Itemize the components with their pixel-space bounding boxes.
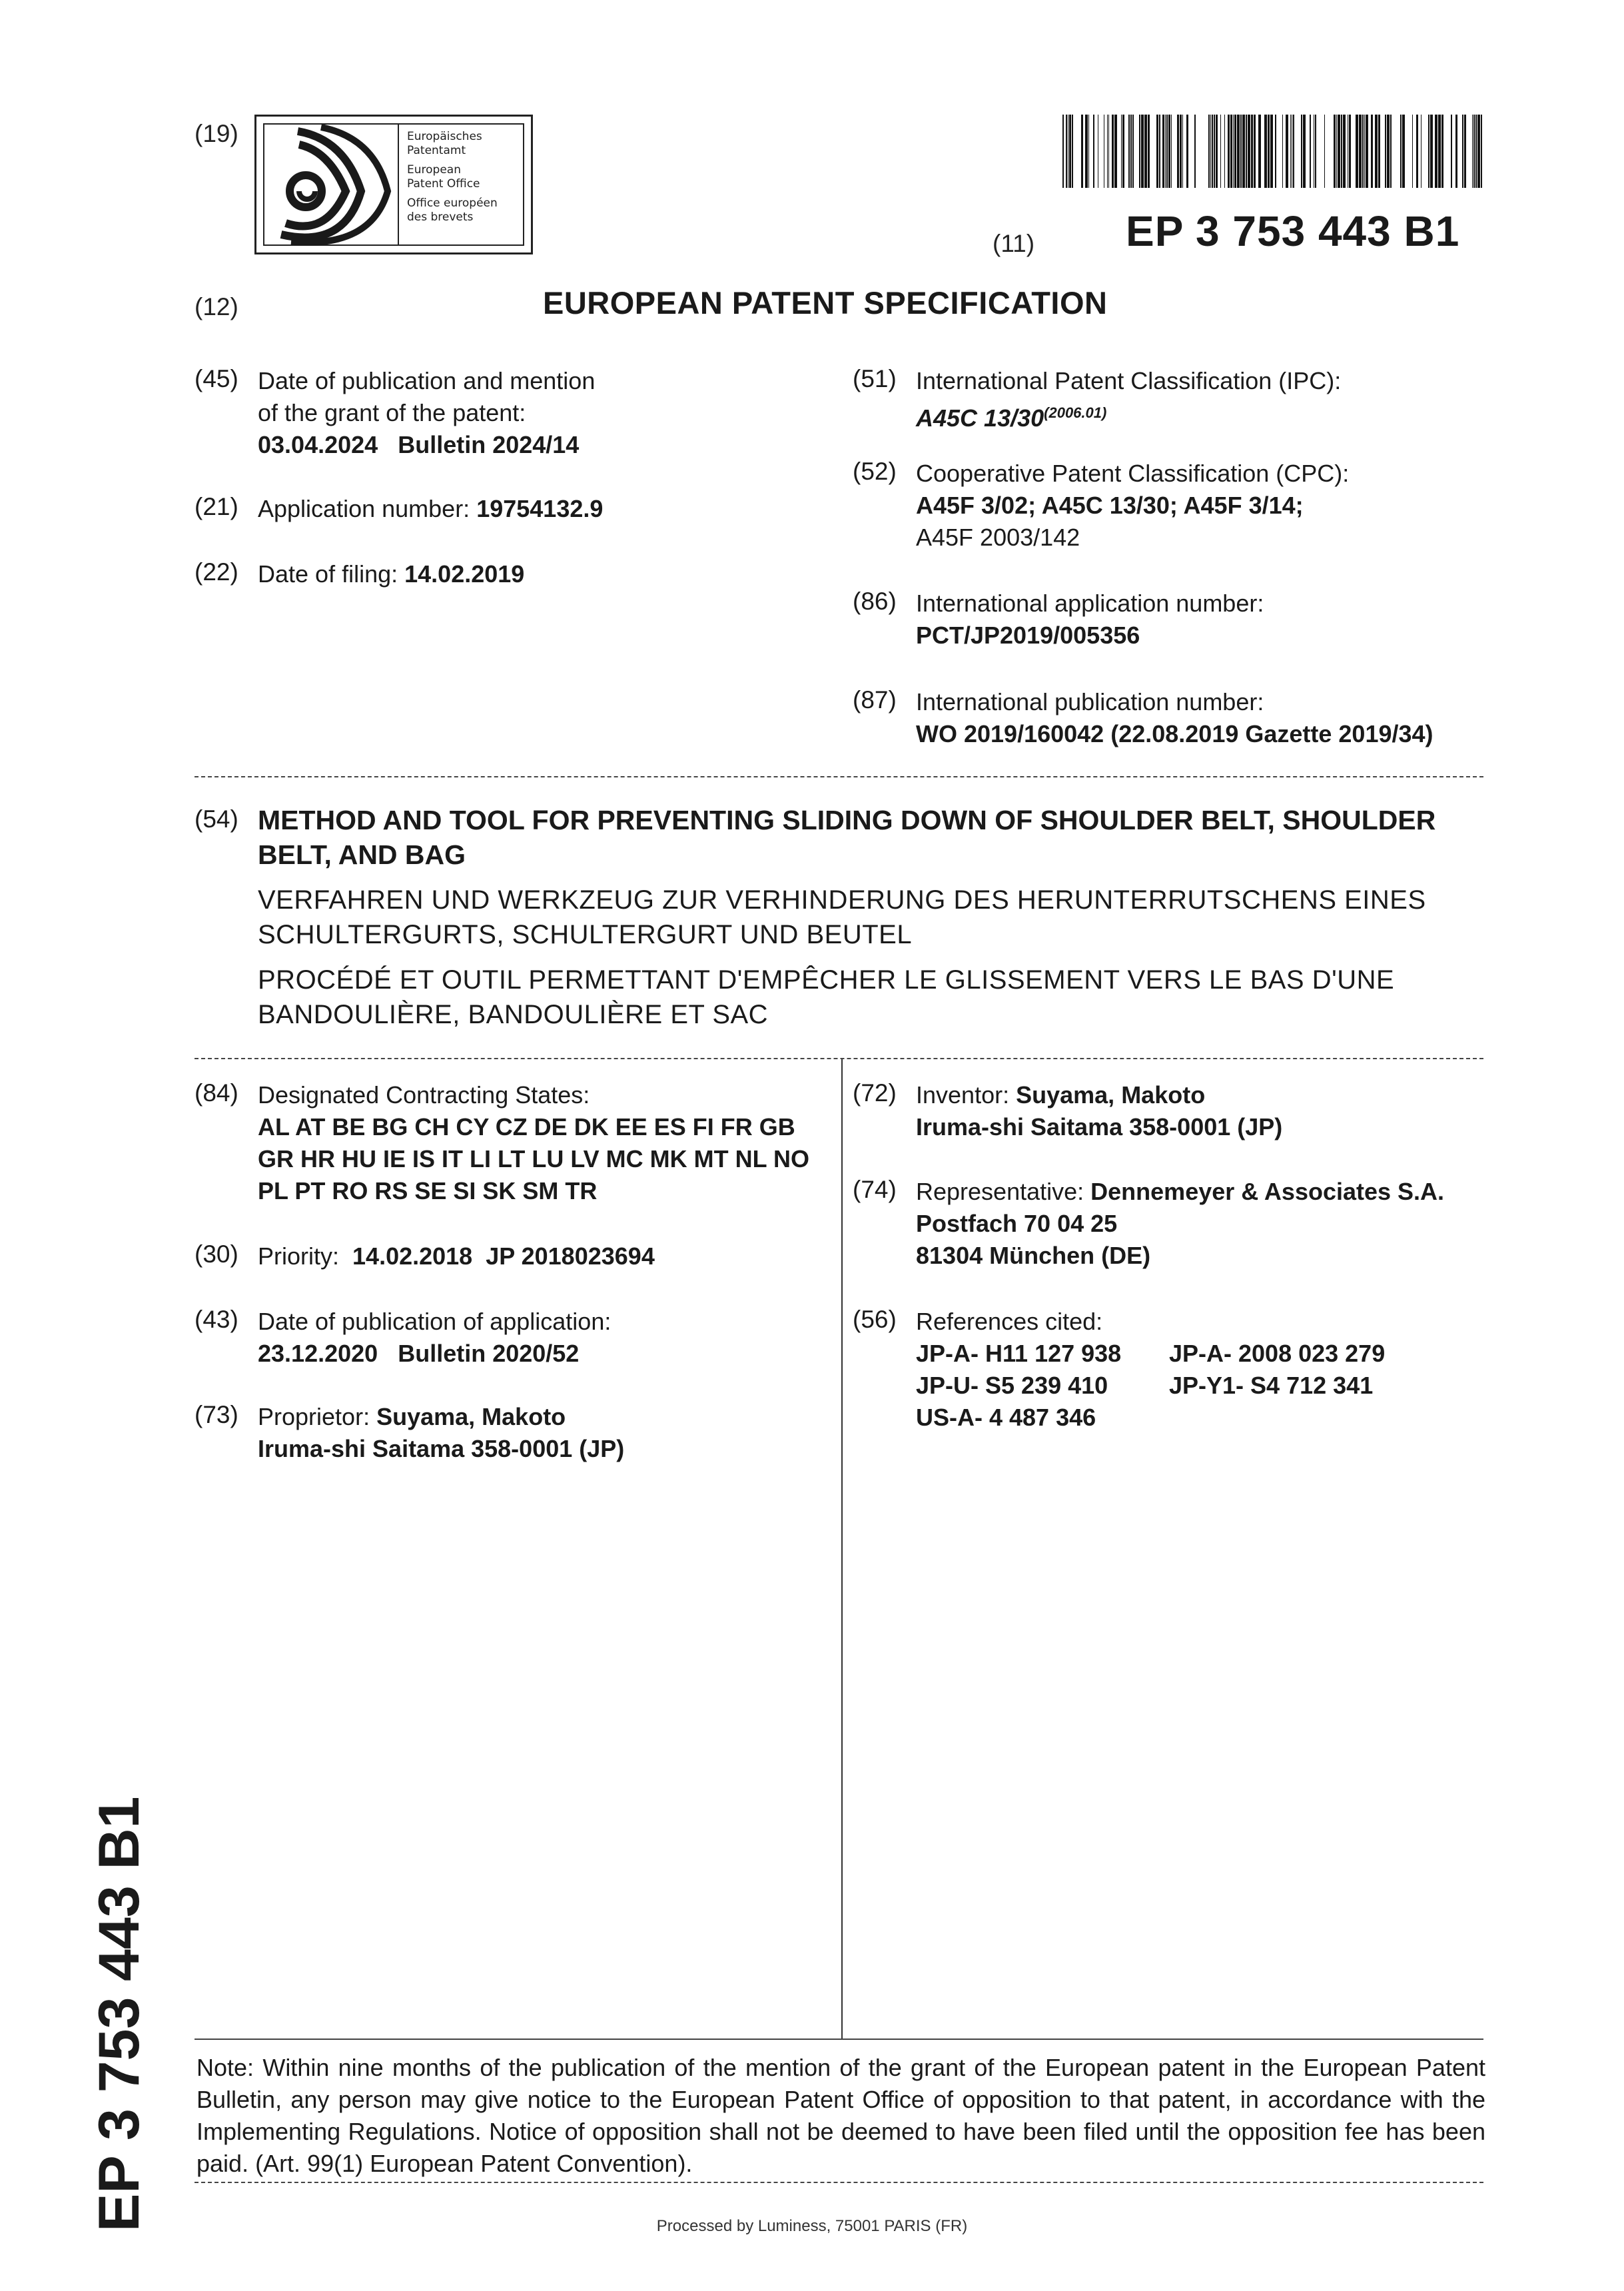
barcode-bar [1246, 115, 1247, 188]
epo-logo [254, 115, 533, 254]
barcode-bar [1108, 115, 1109, 188]
barcode-bar [1402, 115, 1405, 188]
barcode-bar [1069, 115, 1071, 188]
barcode-bar [1315, 115, 1316, 188]
code-12: (12) [195, 293, 238, 320]
ep-number: EP 3 753 443 B1 [1126, 207, 1460, 255]
barcode-bar [1093, 115, 1094, 188]
barcode-bar [1208, 115, 1210, 188]
barcode-bar [1088, 115, 1089, 188]
barcode-bar [1186, 115, 1188, 188]
barcode-bar [1122, 115, 1124, 188]
barcode-bar [1220, 115, 1221, 188]
barcode-bar [1062, 115, 1064, 188]
barcode-bar [1412, 115, 1413, 188]
barcode-bar [1481, 115, 1482, 188]
barcode-bar [1324, 115, 1325, 188]
barcode-bar [1182, 115, 1183, 188]
divider-4 [195, 2182, 1483, 2183]
barcode-bar [1428, 115, 1429, 188]
reference: US-A- 4 487 346 [916, 1404, 1096, 1431]
barcode-bar [1430, 115, 1433, 188]
barcode-bar [1130, 115, 1132, 188]
barcode-bar [1132, 115, 1134, 188]
barcode-bar [1282, 115, 1283, 188]
barcode-bar [1107, 115, 1108, 188]
barcode-bar [1455, 115, 1457, 188]
barcode-bar [1112, 115, 1114, 188]
barcode-bar [1400, 115, 1402, 188]
reference: JP-Y1- S4 712 341 [1169, 1372, 1374, 1399]
barcode-bar [1166, 115, 1168, 188]
barcode-bar [1378, 115, 1380, 188]
barcode-bar [1270, 115, 1273, 188]
footer-processed-by: Processed by Luminess, 75001 PARIS (FR) [656, 2217, 968, 2235]
barcode-bar [1286, 115, 1288, 188]
barcode-bar [1438, 115, 1441, 188]
barcode-bar [1341, 115, 1342, 188]
barcode-bar [1240, 115, 1242, 188]
divider-3 [195, 2039, 1483, 2040]
barcode-bar [1336, 115, 1337, 188]
barcode-bar [1072, 115, 1073, 188]
barcode-bar [1464, 115, 1466, 188]
barcode-bar [1139, 115, 1140, 188]
barcode-bar [1472, 115, 1473, 188]
barcode-bar [1237, 115, 1240, 188]
barcode-bar [1359, 115, 1362, 188]
barcode-bar [1258, 115, 1261, 188]
barcode-bar [1180, 115, 1182, 188]
barcode-bar [1233, 115, 1234, 188]
barcode-bar [1085, 115, 1088, 188]
code-19: (19) [195, 120, 238, 147]
barcode-bar [1216, 115, 1218, 188]
barcode-bar [1114, 115, 1117, 188]
barcode-bar [1242, 115, 1245, 188]
barcode-bar [1416, 115, 1418, 188]
barcode-bar [1303, 115, 1306, 188]
barcode-bar [1301, 115, 1302, 188]
barcode-bar [1387, 115, 1390, 188]
reference: JP-U- S5 239 410 [916, 1372, 1108, 1399]
barcode-bar [1081, 115, 1083, 188]
barcode-bar [1371, 115, 1373, 188]
barcode-bar [1275, 115, 1276, 188]
barcode-bar [1473, 115, 1475, 188]
divider-1 [195, 776, 1483, 777]
barcode-bar [1171, 115, 1172, 188]
barcode-bar [1293, 115, 1294, 188]
barcode-bar [1264, 115, 1267, 188]
reference: JP-A- 2008 023 279 [1169, 1340, 1386, 1367]
barcode-bar [1168, 115, 1170, 188]
column-divider [841, 1059, 843, 2039]
opposition-note: Note: Within nine months of the publication of the mention of the grant of the European patent in the European Patent Bulletin, any person may give notice to the European Patent Office of opposition to that patent, in accordance with the Implementing Regulations. Notice of opposition shall not be deemed to have been filed until the opposition fee has been paid. (Art. 99(1) European Patent Convention). [197, 2054, 1485, 2177]
barcode-bar [1477, 115, 1480, 188]
barcode-bar [1290, 115, 1291, 188]
barcode-bar [1230, 115, 1232, 188]
barcode-bar [1128, 115, 1130, 188]
barcode-bar [1310, 115, 1311, 188]
barcode-bar [1148, 115, 1150, 188]
barcode-bar [1268, 115, 1270, 188]
barcode-bar [1441, 115, 1443, 188]
references-list: References cited: JP-A- H11 127 938 JP-A- 2008 023 279 JP-U- S5 239 410 JP-Y1- S4 712 341 US-A- 4 487 346 [916, 1308, 1386, 1431]
epo-office-names: Europäisches Patentamt European Patent Office Office européen des brevets [407, 130, 498, 224]
code-11: (11) [993, 230, 1035, 257]
barcode-bar [1177, 115, 1179, 188]
barcode-bar [1338, 115, 1340, 188]
barcode-bar [1159, 115, 1160, 188]
barcode-bar [1349, 115, 1351, 188]
barcode-bar [1356, 115, 1358, 188]
barcode-bar [1451, 115, 1452, 188]
barcode-bar [1366, 115, 1368, 188]
epo-logo-icon [264, 125, 398, 248]
barcode-bar [1254, 115, 1256, 188]
barcode-bar [1194, 115, 1196, 188]
barcode-bar [1248, 115, 1250, 188]
barcode [1062, 115, 1482, 188]
barcode-bar [1343, 115, 1346, 188]
barcode-bar [1121, 115, 1122, 188]
barcode-bar [1334, 115, 1336, 188]
document-type: EUROPEAN PATENT SPECIFICATION [543, 285, 1108, 320]
barcode-bar [1435, 115, 1437, 188]
barcode-bar [1224, 115, 1225, 188]
barcode-bar [1390, 115, 1392, 188]
barcode-bar [1141, 115, 1144, 188]
barcode-bar [1228, 115, 1230, 188]
barcode-bar [1066, 115, 1067, 188]
divider-2 [195, 1058, 1483, 1059]
barcode-bar [1362, 115, 1364, 188]
side-ep-number: EP 3 753 443 B1 [87, 1796, 151, 2232]
reference: JP-A- H11 127 938 [916, 1340, 1122, 1367]
barcode-bar [1385, 115, 1386, 188]
barcode-bar [1156, 115, 1158, 188]
barcode-bar [1251, 115, 1253, 188]
barcode-bar [1364, 115, 1365, 188]
barcode-bar [1214, 115, 1215, 188]
barcode-bar [1162, 115, 1164, 188]
barcode-bar [1144, 115, 1147, 188]
barcode-bar [1212, 115, 1213, 188]
barcode-bar [1475, 115, 1477, 188]
barcode-bar [1210, 115, 1211, 188]
barcode-bar [1165, 115, 1166, 188]
barcode-bar [1462, 115, 1463, 188]
barcode-bar [1375, 115, 1378, 188]
barcode-bar [1234, 115, 1236, 188]
